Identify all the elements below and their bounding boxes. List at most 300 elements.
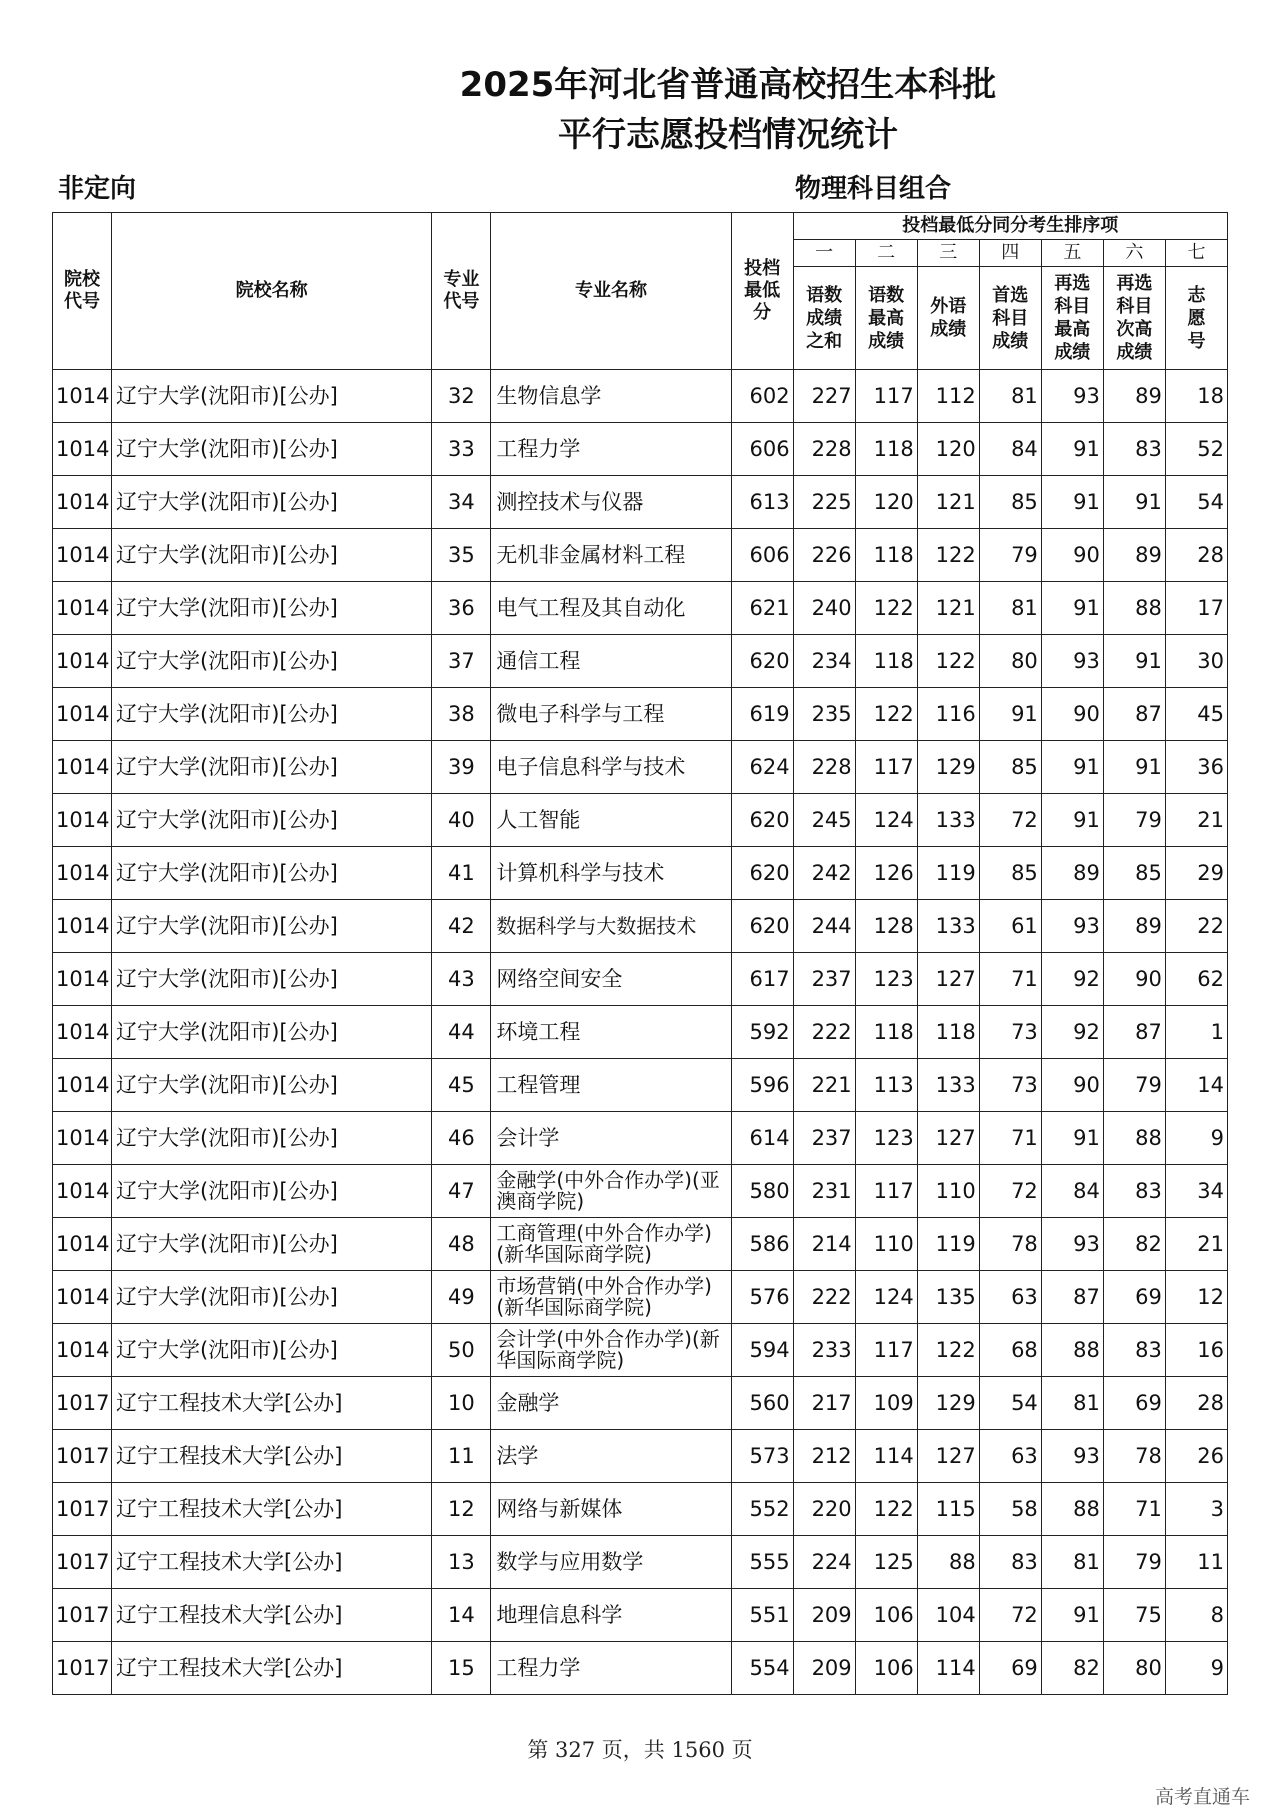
cell-rank-7: 36 [1165,741,1227,794]
cell-rank-7: 18 [1165,370,1227,423]
cell-major-code: 38 [432,688,491,741]
cell-rank-1: 233 [793,1324,855,1377]
cell-rank-5: 93 [1041,900,1103,953]
cell-major-name: 工程力学 [491,423,731,476]
cell-major-code: 14 [432,1589,491,1642]
cell-major-name: 会计学(中外合作办学)(新华国际商学院) [491,1324,731,1377]
header-rank-num: 四 [979,240,1041,267]
cell-major-name: 人工智能 [491,794,731,847]
table-row [53,1536,1228,1589]
cell-rank-3: 127 [917,1430,979,1483]
cell-major-code: 33 [432,423,491,476]
cell-min-score: 555 [731,1536,793,1589]
admission-table [52,212,1228,1695]
table-row [53,1377,1228,1430]
cell-major-code: 49 [432,1271,491,1324]
cell-school-name: 辽宁大学(沈阳市)[公办] [112,1271,432,1324]
cell-major-name: 电气工程及其自动化 [491,582,731,635]
cell-min-score: 606 [731,529,793,582]
cell-min-score: 620 [731,635,793,688]
cell-rank-7: 34 [1165,1165,1227,1218]
cell-rank-1: 242 [793,847,855,900]
cell-rank-6: 89 [1103,529,1165,582]
cell-school-code: 1014 [53,688,112,741]
cell-school-name: 辽宁大学(沈阳市)[公办] [112,1112,432,1165]
table-row [53,794,1228,847]
cell-school-name: 辽宁大学(沈阳市)[公办] [112,1218,432,1271]
header-school-code: 院校代号 [53,213,112,370]
cell-rank-5: 91 [1041,1589,1103,1642]
table-row [53,1324,1228,1377]
cell-rank-1: 209 [793,1642,855,1695]
cell-school-code: 1014 [53,1165,112,1218]
cell-rank-7: 62 [1165,953,1227,1006]
cell-rank-6: 83 [1103,1165,1165,1218]
cell-rank-7: 21 [1165,794,1227,847]
cell-rank-2: 117 [855,1324,917,1377]
header-rank-item: 外语成绩 [917,267,979,370]
cell-rank-2: 123 [855,1112,917,1165]
cell-school-code: 1014 [53,1271,112,1324]
cell-rank-7: 14 [1165,1059,1227,1112]
cell-rank-3: 122 [917,1324,979,1377]
cell-rank-5: 91 [1041,423,1103,476]
cell-rank-6: 79 [1103,794,1165,847]
cell-rank-3: 127 [917,953,979,1006]
header-rank-num: 六 [1103,240,1165,267]
cell-rank-2: 118 [855,423,917,476]
cell-rank-2: 110 [855,1218,917,1271]
watermark-text: 高考直通车 [1154,1786,1250,1808]
cell-rank-4: 73 [979,1006,1041,1059]
header-rank-item: 语数最高成绩 [855,267,917,370]
cell-major-code: 48 [432,1218,491,1271]
cell-school-code: 1014 [53,741,112,794]
cell-rank-5: 92 [1041,953,1103,1006]
cell-rank-2: 114 [855,1430,917,1483]
cell-major-code: 47 [432,1165,491,1218]
cell-rank-3: 121 [917,476,979,529]
table-row [53,1006,1228,1059]
cell-major-name: 测控技术与仪器 [491,476,731,529]
cell-rank-3: 121 [917,582,979,635]
cell-school-name: 辽宁工程技术大学[公办] [112,1536,432,1589]
cell-rank-4: 61 [979,900,1041,953]
cell-major-name: 数学与应用数学 [491,1536,731,1589]
cell-rank-1: 222 [793,1271,855,1324]
header-major-code: 专业代号 [432,213,491,370]
table-row [53,635,1228,688]
cell-rank-1: 228 [793,423,855,476]
cell-rank-5: 90 [1041,688,1103,741]
cell-major-code: 32 [432,370,491,423]
header-rank-num: 二 [855,240,917,267]
cell-rank-2: 120 [855,476,917,529]
cell-rank-2: 123 [855,953,917,1006]
header-rank-num: 一 [793,240,855,267]
cell-rank-4: 72 [979,794,1041,847]
cell-major-code: 15 [432,1642,491,1695]
page-subtitle: 平行志愿投档情况统计 [558,115,898,155]
cell-rank-3: 115 [917,1483,979,1536]
cell-rank-1: 240 [793,582,855,635]
cell-rank-1: 214 [793,1218,855,1271]
cell-rank-7: 45 [1165,688,1227,741]
cell-rank-2: 124 [855,794,917,847]
cell-school-name: 辽宁大学(沈阳市)[公办] [112,370,432,423]
cell-rank-5: 81 [1041,1377,1103,1430]
cell-rank-7: 9 [1165,1112,1227,1165]
cell-school-code: 1014 [53,1059,112,1112]
page-title: 2025年河北省普通高校招生本科批 [459,65,997,105]
cell-school-name: 辽宁大学(沈阳市)[公办] [112,1059,432,1112]
cell-rank-7: 9 [1165,1642,1227,1695]
cell-rank-4: 85 [979,476,1041,529]
cell-rank-2: 106 [855,1642,917,1695]
cell-min-score: 554 [731,1642,793,1695]
table-row [53,900,1228,953]
cell-rank-5: 90 [1041,1059,1103,1112]
header-rank-item: 首选科目成绩 [979,267,1041,370]
cell-rank-1: 231 [793,1165,855,1218]
cell-school-name: 辽宁工程技术大学[公办] [112,1642,432,1695]
cell-school-code: 1017 [53,1430,112,1483]
cell-rank-2: 126 [855,847,917,900]
cell-major-code: 45 [432,1059,491,1112]
cell-school-name: 辽宁大学(沈阳市)[公办] [112,741,432,794]
cell-rank-1: 224 [793,1536,855,1589]
cell-rank-3: 104 [917,1589,979,1642]
cell-school-code: 1014 [53,423,112,476]
cell-school-code: 1014 [53,794,112,847]
cell-rank-2: 117 [855,370,917,423]
cell-rank-7: 29 [1165,847,1227,900]
cell-rank-7: 54 [1165,476,1227,529]
cell-rank-2: 122 [855,582,917,635]
cell-min-score: 624 [731,741,793,794]
cell-rank-2: 118 [855,529,917,582]
cell-major-code: 50 [432,1324,491,1377]
cell-rank-2: 118 [855,635,917,688]
table-row [53,688,1228,741]
cell-rank-2: 128 [855,900,917,953]
cell-rank-6: 91 [1103,476,1165,529]
cell-rank-6: 82 [1103,1218,1165,1271]
cell-school-code: 1014 [53,953,112,1006]
cell-school-name: 辽宁大学(沈阳市)[公办] [112,1006,432,1059]
cell-rank-5: 92 [1041,1006,1103,1059]
cell-rank-2: 118 [855,1006,917,1059]
cell-rank-7: 16 [1165,1324,1227,1377]
cell-school-code: 1014 [53,847,112,900]
cell-rank-5: 90 [1041,529,1103,582]
cell-major-code: 39 [432,741,491,794]
cell-rank-2: 122 [855,1483,917,1536]
cell-rank-6: 89 [1103,370,1165,423]
cell-rank-2: 113 [855,1059,917,1112]
cell-rank-4: 72 [979,1589,1041,1642]
cell-school-code: 1014 [53,1218,112,1271]
cell-rank-4: 63 [979,1271,1041,1324]
cell-major-name: 工程力学 [491,1642,731,1695]
subject-group-label: 物理科目组合 [795,174,952,204]
cell-min-score: 576 [731,1271,793,1324]
cell-min-score: 551 [731,1589,793,1642]
cell-rank-4: 85 [979,741,1041,794]
cell-major-name: 工程管理 [491,1059,731,1112]
cell-rank-3: 135 [917,1271,979,1324]
cell-min-score: 606 [731,423,793,476]
cell-rank-5: 93 [1041,635,1103,688]
cell-school-code: 1014 [53,1324,112,1377]
cell-rank-6: 87 [1103,1006,1165,1059]
table-row [53,847,1228,900]
cell-rank-5: 91 [1041,794,1103,847]
table-row [53,1483,1228,1536]
cell-rank-1: 235 [793,688,855,741]
cell-min-score: 620 [731,847,793,900]
cell-school-name: 辽宁工程技术大学[公办] [112,1430,432,1483]
cell-min-score: 560 [731,1377,793,1430]
cell-school-name: 辽宁大学(沈阳市)[公办] [112,847,432,900]
cell-rank-4: 73 [979,1059,1041,1112]
table-row [53,529,1228,582]
cell-major-code: 40 [432,794,491,847]
table-row [53,582,1228,635]
cell-rank-6: 88 [1103,1112,1165,1165]
table-row [53,1271,1228,1324]
cell-rank-3: 133 [917,1059,979,1112]
cell-rank-4: 81 [979,582,1041,635]
cell-min-score: 614 [731,1112,793,1165]
cell-major-name: 网络空间安全 [491,953,731,1006]
cell-major-name: 市场营销(中外合作办学)(新华国际商学院) [491,1271,731,1324]
cell-min-score: 552 [731,1483,793,1536]
header-rank-group: 投档最低分同分考生排序项 [793,213,1227,240]
cell-rank-1: 237 [793,1112,855,1165]
cell-rank-3: 129 [917,1377,979,1430]
cell-rank-5: 91 [1041,582,1103,635]
cell-rank-5: 93 [1041,1218,1103,1271]
cell-min-score: 619 [731,688,793,741]
table-row [53,1430,1228,1483]
cell-major-name: 计算机科学与技术 [491,847,731,900]
cell-rank-6: 79 [1103,1536,1165,1589]
cell-rank-1: 220 [793,1483,855,1536]
cell-min-score: 573 [731,1430,793,1483]
header-major-name: 专业名称 [491,213,731,370]
cell-school-code: 1014 [53,476,112,529]
cell-rank-4: 78 [979,1218,1041,1271]
cell-rank-1: 234 [793,635,855,688]
cell-rank-4: 79 [979,529,1041,582]
cell-rank-7: 26 [1165,1430,1227,1483]
cell-school-code: 1014 [53,1112,112,1165]
cell-school-name: 辽宁工程技术大学[公办] [112,1589,432,1642]
cell-rank-6: 87 [1103,688,1165,741]
cell-major-name: 无机非金属材料工程 [491,529,731,582]
cell-rank-4: 91 [979,688,1041,741]
table-row [53,1165,1228,1218]
cell-rank-7: 3 [1165,1483,1227,1536]
cell-rank-2: 124 [855,1271,917,1324]
cell-rank-1: 209 [793,1589,855,1642]
cell-school-name: 辽宁大学(沈阳市)[公办] [112,688,432,741]
cell-rank-4: 80 [979,635,1041,688]
cell-rank-6: 79 [1103,1059,1165,1112]
cell-major-name: 法学 [491,1430,731,1483]
table-row [53,423,1228,476]
cell-rank-1: 225 [793,476,855,529]
cell-rank-5: 93 [1041,370,1103,423]
cell-school-name: 辽宁大学(沈阳市)[公办] [112,423,432,476]
cell-rank-2: 106 [855,1589,917,1642]
cell-rank-3: 133 [917,900,979,953]
cell-rank-7: 17 [1165,582,1227,635]
cell-rank-3: 118 [917,1006,979,1059]
cell-min-score: 592 [731,1006,793,1059]
cell-rank-7: 28 [1165,529,1227,582]
cell-rank-5: 91 [1041,1112,1103,1165]
cell-rank-2: 125 [855,1536,917,1589]
cell-school-name: 辽宁工程技术大学[公办] [112,1377,432,1430]
cell-major-name: 电子信息科学与技术 [491,741,731,794]
cell-major-name: 会计学 [491,1112,731,1165]
cell-min-score: 602 [731,370,793,423]
cell-min-score: 621 [731,582,793,635]
cell-school-code: 1017 [53,1642,112,1695]
cell-min-score: 613 [731,476,793,529]
cell-rank-5: 88 [1041,1324,1103,1377]
cell-major-name: 网络与新媒体 [491,1483,731,1536]
cell-rank-1: 217 [793,1377,855,1430]
cell-rank-6: 89 [1103,900,1165,953]
cell-rank-6: 71 [1103,1483,1165,1536]
cell-school-name: 辽宁大学(沈阳市)[公办] [112,1165,432,1218]
cell-rank-6: 91 [1103,635,1165,688]
cell-school-name: 辽宁大学(沈阳市)[公办] [112,529,432,582]
cell-school-name: 辽宁大学(沈阳市)[公办] [112,1324,432,1377]
cell-rank-2: 117 [855,741,917,794]
cell-major-name: 金融学(中外合作办学)(亚澳商学院) [491,1165,731,1218]
cell-rank-2: 122 [855,688,917,741]
cell-rank-6: 90 [1103,953,1165,1006]
cell-rank-7: 52 [1165,423,1227,476]
cell-major-code: 42 [432,900,491,953]
cell-major-code: 41 [432,847,491,900]
header-rank-num: 七 [1165,240,1227,267]
cell-major-name: 环境工程 [491,1006,731,1059]
cell-major-name: 地理信息科学 [491,1589,731,1642]
header-rank-num: 五 [1041,240,1103,267]
category-label: 非定向 [58,174,137,204]
cell-major-code: 10 [432,1377,491,1430]
cell-rank-5: 91 [1041,476,1103,529]
cell-major-code: 34 [432,476,491,529]
cell-rank-1: 221 [793,1059,855,1112]
cell-rank-2: 109 [855,1377,917,1430]
cell-rank-4: 71 [979,953,1041,1006]
cell-rank-4: 84 [979,423,1041,476]
cell-rank-6: 91 [1103,741,1165,794]
header-min-score: 投档最低分 [731,213,793,370]
header-rank-item: 志愿号 [1165,267,1227,370]
cell-rank-7: 8 [1165,1589,1227,1642]
cell-min-score: 580 [731,1165,793,1218]
cell-rank-5: 87 [1041,1271,1103,1324]
cell-rank-3: 127 [917,1112,979,1165]
table-row [53,1059,1228,1112]
cell-major-name: 通信工程 [491,635,731,688]
cell-rank-4: 72 [979,1165,1041,1218]
cell-rank-1: 227 [793,370,855,423]
cell-rank-4: 85 [979,847,1041,900]
cell-rank-6: 83 [1103,1324,1165,1377]
cell-rank-2: 117 [855,1165,917,1218]
cell-rank-6: 69 [1103,1377,1165,1430]
cell-major-code: 36 [432,582,491,635]
cell-rank-3: 110 [917,1165,979,1218]
header-rank-item: 再选科目次高成绩 [1103,267,1165,370]
cell-school-name: 辽宁大学(沈阳市)[公办] [112,476,432,529]
cell-rank-6: 69 [1103,1271,1165,1324]
cell-rank-4: 81 [979,370,1041,423]
cell-rank-6: 83 [1103,423,1165,476]
table-row [53,1642,1228,1695]
cell-rank-6: 78 [1103,1430,1165,1483]
cell-school-name: 辽宁大学(沈阳市)[公办] [112,794,432,847]
cell-min-score: 620 [731,900,793,953]
cell-rank-3: 122 [917,529,979,582]
cell-major-name: 数据科学与大数据技术 [491,900,731,953]
cell-major-name: 生物信息学 [491,370,731,423]
cell-rank-5: 81 [1041,1536,1103,1589]
table-row [53,953,1228,1006]
header-rank-item: 再选科目最高成绩 [1041,267,1103,370]
cell-min-score: 594 [731,1324,793,1377]
cell-rank-3: 88 [917,1536,979,1589]
cell-rank-7: 21 [1165,1218,1227,1271]
cell-rank-5: 91 [1041,741,1103,794]
cell-min-score: 586 [731,1218,793,1271]
cell-rank-4: 54 [979,1377,1041,1430]
table-row [53,370,1228,423]
cell-min-score: 617 [731,953,793,1006]
cell-major-code: 43 [432,953,491,1006]
cell-school-name: 辽宁工程技术大学[公办] [112,1483,432,1536]
cell-rank-3: 120 [917,423,979,476]
cell-rank-7: 12 [1165,1271,1227,1324]
cell-rank-5: 93 [1041,1430,1103,1483]
cell-school-name: 辽宁大学(沈阳市)[公办] [112,900,432,953]
cell-school-code: 1014 [53,529,112,582]
cell-school-code: 1017 [53,1377,112,1430]
cell-rank-4: 68 [979,1324,1041,1377]
cell-rank-7: 28 [1165,1377,1227,1430]
header-rank-num: 三 [917,240,979,267]
cell-rank-3: 119 [917,1218,979,1271]
cell-rank-7: 30 [1165,635,1227,688]
cell-school-name: 辽宁大学(沈阳市)[公办] [112,582,432,635]
cell-rank-4: 63 [979,1430,1041,1483]
cell-major-code: 46 [432,1112,491,1165]
header-school-name: 院校名称 [112,213,432,370]
cell-major-code: 35 [432,529,491,582]
cell-rank-7: 22 [1165,900,1227,953]
cell-rank-4: 83 [979,1536,1041,1589]
cell-school-code: 1014 [53,1006,112,1059]
cell-rank-3: 112 [917,370,979,423]
